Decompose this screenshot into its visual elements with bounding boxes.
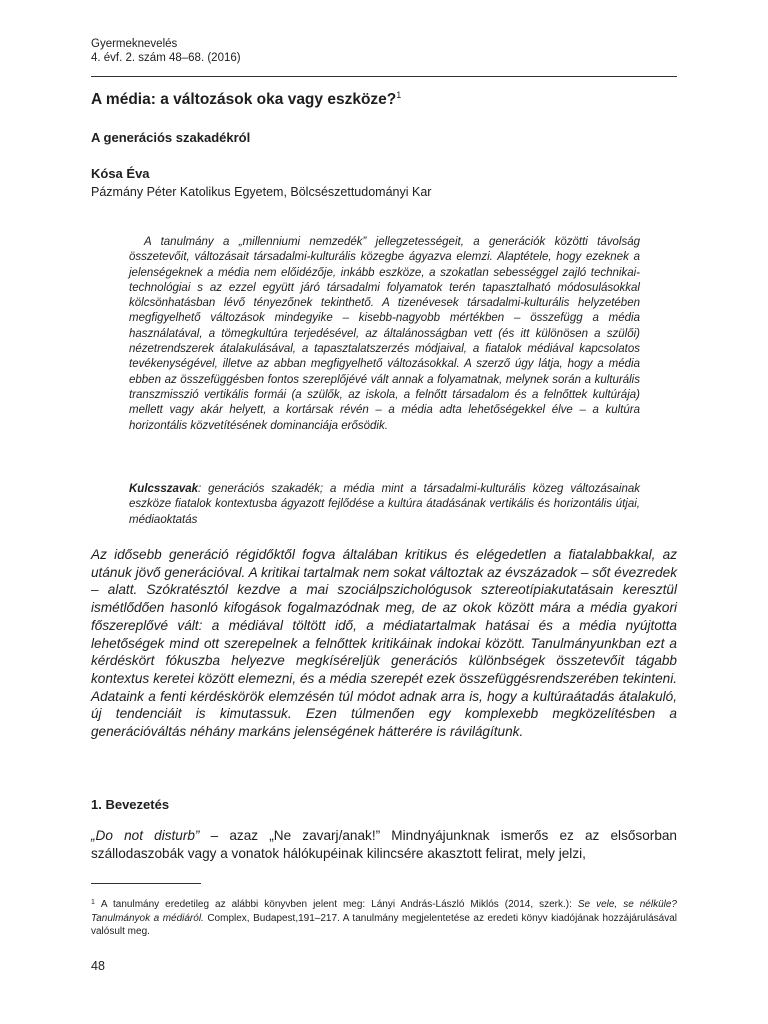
journal-name: Gyermeknevelés [91,38,178,50]
body-quote: „Do not disturb” [91,828,200,843]
section-heading: 1. Bevezetés [91,797,170,812]
journal-header [91,37,241,65]
page-number: 48 [91,959,105,973]
footnote-rule [91,883,201,884]
body-text: – azaz „Ne zavarj/anak!” Mindnyájunknak ismerős ez az elsősorban szállodaszobák vagy a vonatok hálókupéinak kilincsére akasztott felirat, mely jelzi, [91,828,677,861]
article-title-text: A média: a változások oka vagy eszköze? [91,91,397,108]
keywords-text: : generációs szakadék; a média mint a társadalmi-kulturális közeg változásainak eszköze fiatalok kontextusba ágyazott fejlődése a kultúra átadásának vertikális és horizontális útjai, médiaoktatás [129,483,640,526]
lead-paragraph: Az idősebb generáció régidőktől fogva általában kritikus és elégedetlen a fiatalabbakkal, az utánuk jövő generációval. A kritikai tartalmak nem sokat változtak az évszázadok – sőt évezredek – alatt. Szókratésztól kezdve a mai szociálpszichológusok sztereotípiakutatásain keresztül ismétlődően hasonló kifogások fogalmazódnak meg, de az okok között mára a média gyakori főszereplővé vált: a médiával töltött idő, a médiatartalmak hatásai és a média nyújtotta lehetőségek mind ott szerepelnek a felnőttek kritikáinak indokai között. Tanulmányunkban ezt a kérdéskört fókuszba helyezve megkíséreljük generációs különbségek összetevőit tágabb kontextus keretei között elemezni, és a média szerepét ezek összefüggésrendszerében tekinteni. Adataink a fenti kérdéskörök elemzésén túl módot adnak arra is, hogy a kultúraátadás átalakuló, új tendenciáit is kimutassuk. Ezen túlmenően egy komplexebb megközelítésben a generációváltás néhány markáns jelenségének hátterére is rávilágítunk. [91,547,677,740]
body-paragraph [91,827,677,862]
article-subtitle: A generációs szakadékról [91,130,251,145]
footnote [91,896,677,939]
title-footnote-marker[interactable]: 1 [396,90,402,100]
footnote-book-title: Se vele, se nélküle? Tanulmányok a médiáról. [91,899,677,924]
journal-issue: 4. évf. 2. szám 48–68. (2016) [91,52,241,64]
author-affiliation: Pázmány Péter Katolikus Egyetem, Bölcsészettudományi Kar [91,185,432,199]
abstract: A tanulmány a „millenniumi nemzedék” jellegzetességeit, a generációk közötti távolság összetevőit, változásait társadalmi-kulturális közegbe ágyazva elemzi. Alaptétele, hogy ezeknek a jelenségeknek a média nem előidézője, inkább eszköze, a szokatlan sebességgel zajló technikai-technológiai s az ezzel együtt járó társadalmi folyamatok terén tapasztalható módosulásokkal kölcsönhatásban lévő tényezőnek tekinthető. A tizenévesek társadalmi-kulturális helyzetében megfigyelhető változások mindegyike – kisebb-nagyobb mértékben – összefügg a média használatával, a tömegkultúra terjedésével, az általánosságban vett (és itt különösen a szülői) nézetrendszerek átalakulásával, a tapasztalatszerzés módjaival, a fiatalok médiával kapcsolatos tevékenységével, illetve az abban megfigyelhető változásokkal. A szerző úgy látja, hogy a média ebben az összefüggésben fontos szereplőjévé vált annak a folyamatnak, melynek során a kulturális transzmisszió vertikális formái (a szülők, az iskola, a felnőtt társadalom és a felnőttek kultúrája) mellett vagy akár helyett, a kortársak révén – a média adta lehetőségekkel élve – a kultúra horizontális közvetítésének dominanciája erősödik. [129,236,640,432]
keywords [129,482,640,528]
header-rule [91,76,677,77]
keywords-label: Kulcsszavak [129,483,199,495]
footnote-text-after: Complex, Budapest,191–217. A tanulmány megjelentetése az eredeti könyv kiadójának hozzájárulásával valósult meg. [91,912,677,937]
article-title [91,86,401,109]
author-name: Kósa Éva [91,166,150,181]
footnote-number: 1 [91,899,95,906]
footnote-text-before: A tanulmány eredetileg az alábbi könyvben jelent meg: Lányi András-László Miklós (2014, szerk.): [100,899,578,910]
